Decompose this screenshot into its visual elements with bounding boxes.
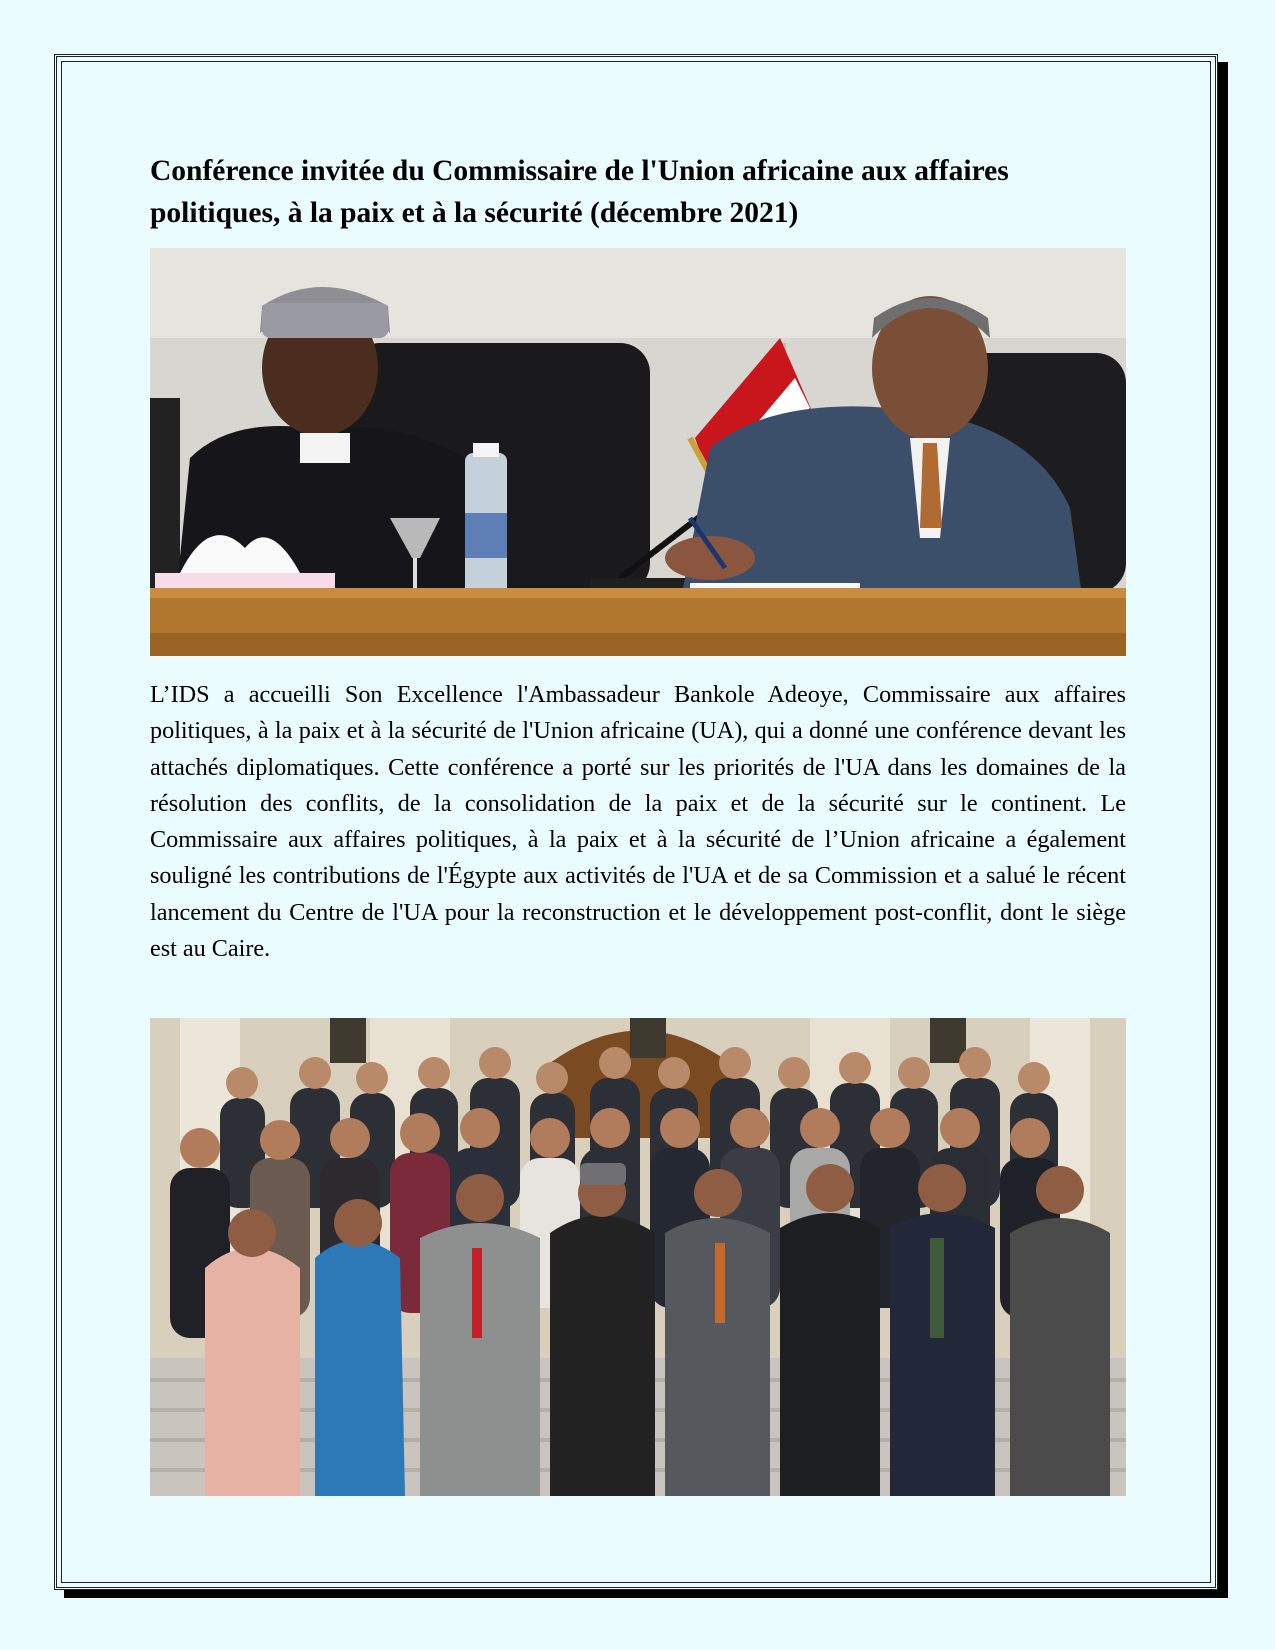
group-photo xyxy=(150,1018,1126,1496)
conference-photo xyxy=(150,248,1126,656)
article-title: Conférence invitée du Commissaire de l'Union africaine aux affaires politiques, à la paix et à la sécurité (décembre 2021) xyxy=(150,155,1009,229)
article-body: L’IDS a accueilli Son Excellence l'Ambassadeur Bankole Adeoye, Commissaire aux affaires politiques, à la paix et à la sécurité de l'Union africaine (UA), qui a donné une conférence devant les attachés diplomatiques. Cette conférence a porté sur les priorités de l'UA dans les domaines de la résolution des conflits, de la consolidation de la paix et de la sécurité sur le continent. Le Commissaire aux affaires politiques, à la paix et à la sécurité de l’Union africaine a également souligné les contributions de l'Égypte aux activités de l'UA et de sa Commission et a salué le récent lancement du Centre de l'UA pour la reconstruction et le développement post-conflit, dont le siège est au Caire. xyxy=(150,681,1126,963)
